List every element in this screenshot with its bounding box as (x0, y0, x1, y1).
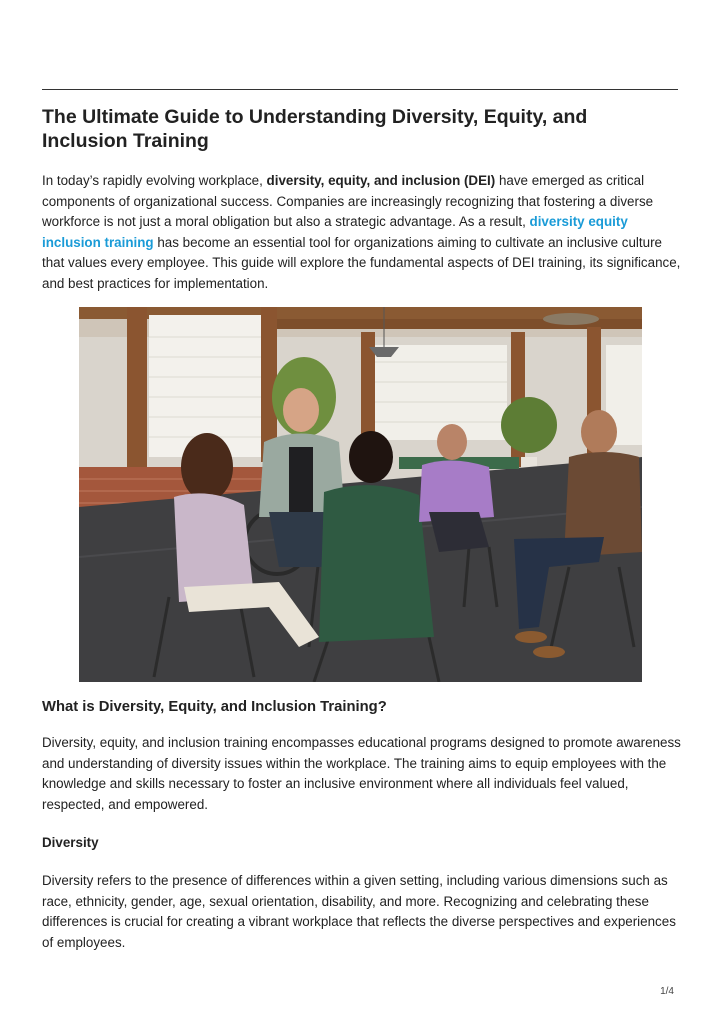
section-paragraph-dei-training: Diversity, equity, and inclusion training encompasses educational programs designed to promote awareness and understanding of diversity issues within the workplace. The training aims to equip employees with the knowledge and skills necessary to foster an inclusive environment where all individuals feel valued, respected, and empowered. (42, 735, 681, 812)
intro-bold-dei: diversity, equity, and inclusion (DEI) (266, 173, 496, 188)
diversity-paragraph: Diversity refers to the presence of differences within a given setting, including various dimensions such as race, ethnicity, gender, age, sexual orientation, disability, and more. Recognizing and celebrating these differences is crucial for creating a vibrant workplace that reflects the diverse perspectives and experiences of employees. (42, 873, 676, 950)
page-number: 1/4 (660, 986, 674, 997)
article-title: The Ultimate Guide to Understanding Diversity, Equity, and Inclusion Training (42, 106, 588, 152)
training-circle-photo (79, 307, 642, 682)
section-heading-dei-training: What is Diversity, Equity, and Inclusion Training? (42, 699, 387, 715)
dei-training-link[interactable]: diversity equity inclusion training (42, 214, 628, 250)
header-rule (42, 89, 678, 90)
intro-paragraph (42, 171, 682, 294)
intro-text-2: have emerged as critical components of organizational success. Companies are increasingly recognizing that fostering a diverse workforce is not just a moral obligation but also a strategic advantage. As a result, (42, 173, 654, 229)
intro-text-1: In today’s rapidly evolving workplace, (42, 173, 267, 188)
intro-text-3: has become an essential tool for organizations aiming to cultivate an inclusive culture that values every employee. This guide will explore the fundamental aspects of DEI training, its significance, and best practices for implementation. (42, 234, 681, 291)
subheading-diversity: Diversity (42, 835, 99, 850)
